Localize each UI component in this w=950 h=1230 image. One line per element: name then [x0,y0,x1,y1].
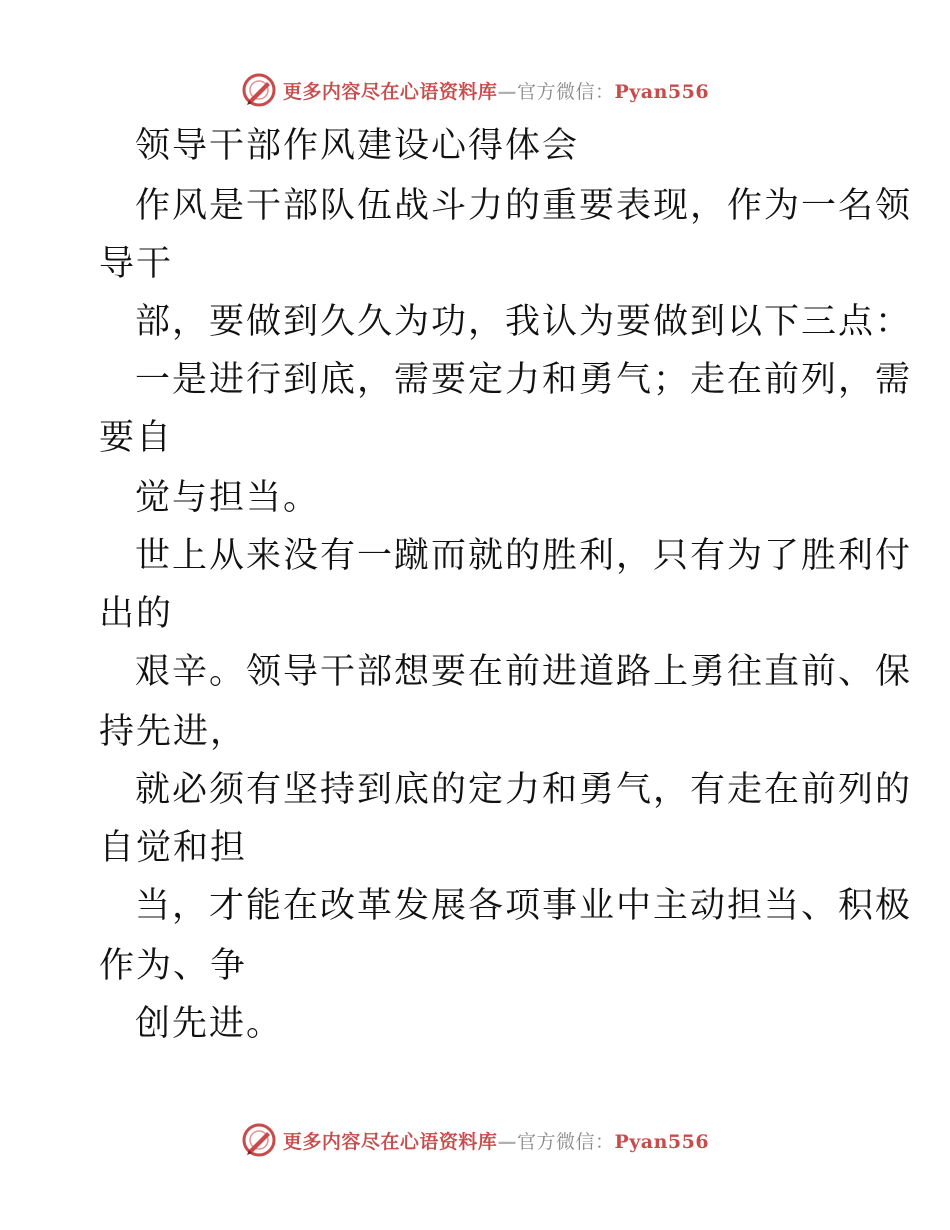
document-line: 作为、争 [99,946,248,986]
watermark-dash: — [497,1130,517,1153]
watermark-brand: 更多内容尽在心语资料库 [282,1130,498,1153]
watermark-dash: — [497,80,517,103]
document-line: 作风是干部队伍战斗力的重要表现，作为一名领 [135,186,913,226]
watermark-wechat-id: Pyan556 [614,80,710,103]
watermark-text [283,1127,709,1154]
watermark-wechat-label: 官方微信： [516,1130,615,1153]
watermark-wechat-id: Pyan556 [614,1130,710,1153]
document-line: 艰辛。领导干部想要在前进道路上勇往直前、保 [135,652,913,692]
document-line: 创先进。 [135,1004,284,1044]
document-line: 自觉和担 [99,828,248,868]
document-line: 一是进行到底，需要定力和勇气；走在前列，需 [135,360,913,400]
watermark-brand: 更多内容尽在心语资料库 [282,80,498,103]
document-line: 当，才能在改革发展各项事业中主动担当、积极 [135,886,913,926]
document-line: 觉与担当。 [135,478,321,518]
document-line: 持先进， [99,712,248,752]
document-line: 导干 [99,244,174,284]
document-line: 就必须有坚持到底的定力和勇气，有走在前列的 [135,770,913,810]
document-line: 部，要做到久久为功，我认为要做到以下三点： [135,302,913,342]
footer-watermark [0,1120,950,1160]
document-title: 领导干部作风建设心得体会 [135,126,580,166]
document-line: 要自 [99,418,174,458]
document-line: 世上从来没有一蹴而就的胜利，只有为了胜利付 [135,536,913,576]
watermark-wechat-label: 官方微信： [516,80,615,103]
document-line: 出的 [99,594,174,634]
pen-logo-icon [241,1122,277,1158]
